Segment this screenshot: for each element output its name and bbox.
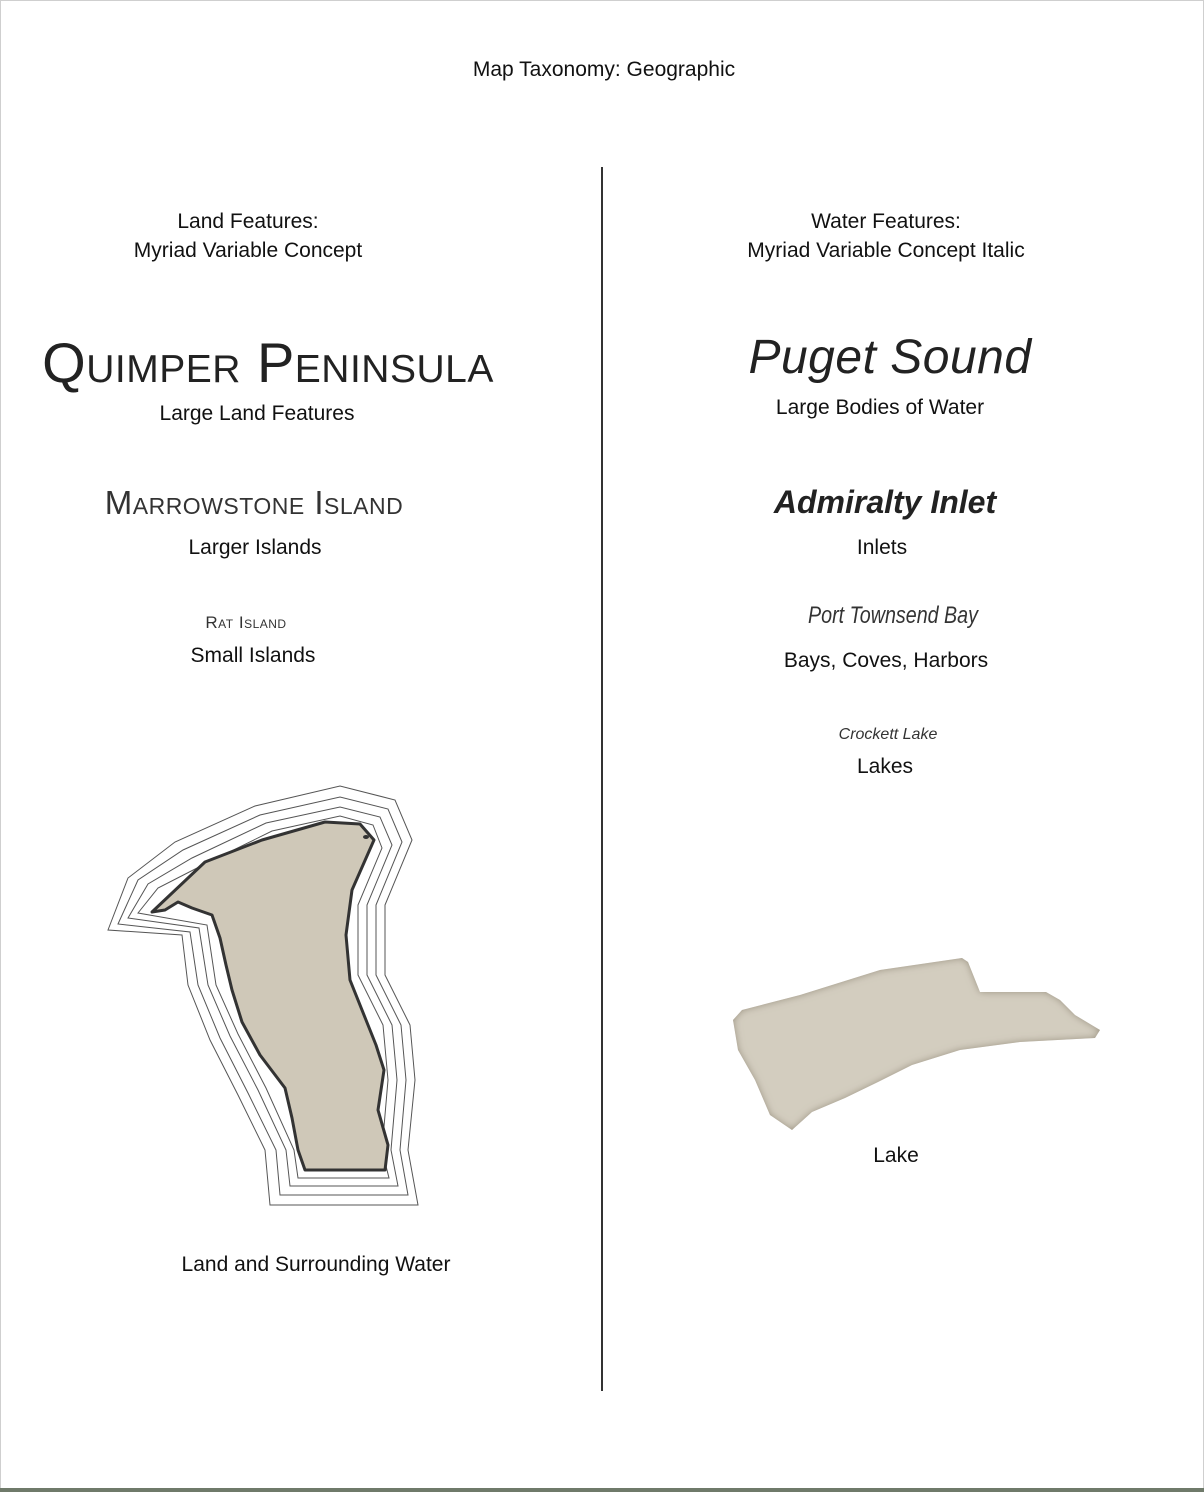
small-island-sample: Rat Island bbox=[205, 613, 287, 632]
lakes-caption: Lakes bbox=[856, 755, 914, 778]
large-water-sample: Puget Sound bbox=[748, 331, 1032, 384]
lake-sample: Crockett Lake bbox=[838, 726, 938, 743]
larger-island-sample: Marrowstone Island bbox=[104, 484, 404, 521]
large-land-caption: Large Land Features bbox=[159, 402, 355, 425]
lake-shape bbox=[733, 958, 1100, 1130]
water-header-line1: Water Features: bbox=[811, 210, 961, 233]
inlets-caption: Inlets bbox=[856, 536, 908, 559]
land-water-caption: Land and Surrounding Water bbox=[181, 1253, 451, 1276]
lake-figure-caption: Lake bbox=[873, 1144, 919, 1167]
island-figure bbox=[108, 786, 418, 1205]
island-land bbox=[152, 822, 388, 1170]
bays-caption: Bays, Coves, Harbors bbox=[783, 649, 989, 672]
inlet-sample: Admiralty Inlet bbox=[773, 484, 997, 520]
bottom-strip bbox=[0, 1488, 1204, 1492]
larger-islands-caption: Larger Islands bbox=[188, 536, 322, 559]
land-header-line1: Land Features: bbox=[177, 210, 319, 233]
large-water-caption: Large Bodies of Water bbox=[775, 396, 985, 419]
lake-figure bbox=[733, 958, 1100, 1130]
large-land-sample: Quimper Peninsula bbox=[42, 331, 494, 394]
island-pond bbox=[363, 835, 369, 839]
land-header-line2: Myriad Variable Concept bbox=[133, 239, 363, 262]
bay-sample: Port Townsend Bay bbox=[808, 602, 978, 629]
page-title: Map Taxonomy: Geographic bbox=[472, 58, 736, 81]
small-islands-caption: Small Islands bbox=[190, 644, 316, 667]
water-header-line2: Myriad Variable Concept Italic bbox=[747, 239, 1025, 262]
